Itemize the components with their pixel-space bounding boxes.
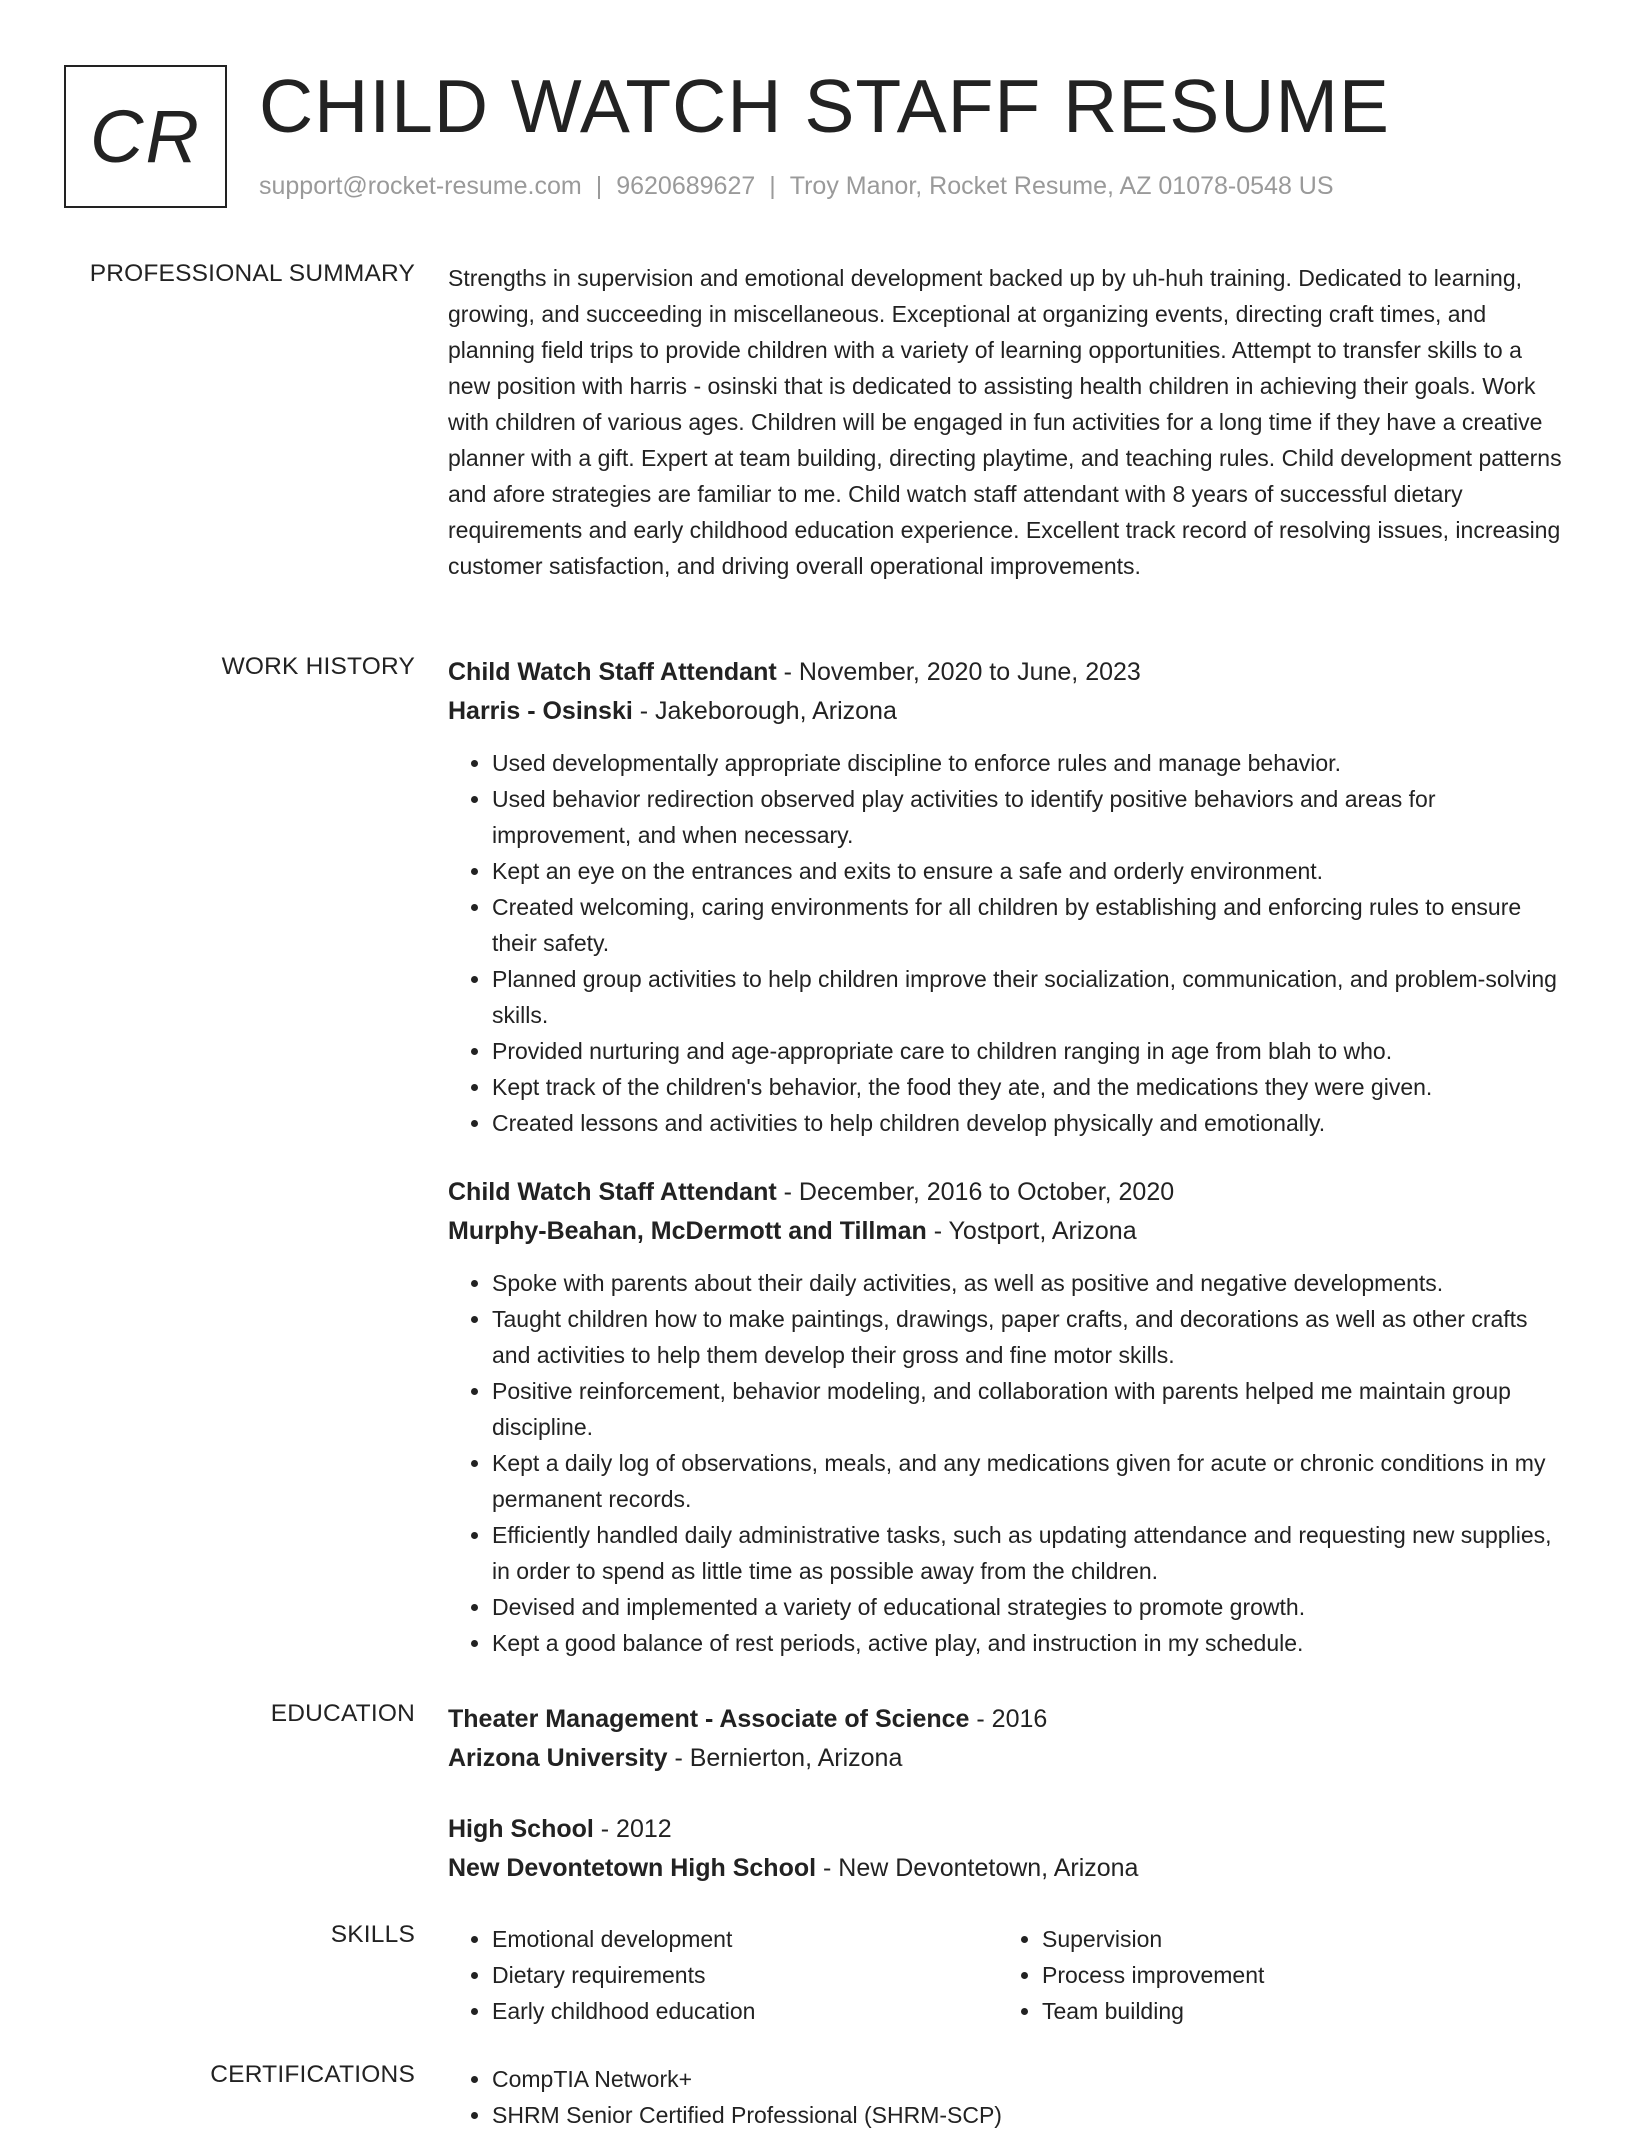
certifications-list [448,2061,1568,2133]
job-bullet: • Positive reinforcement, behavior modeling, and collaboration with parents helped me maintain group discipline. [492,1373,1568,1445]
skill-item: • Supervision [1042,1921,1548,1957]
job-bullets [448,1265,1568,1661]
job-entry [448,1173,1568,1661]
job-company-line [448,692,1568,731]
job-bullet: • Kept a good balance of rest periods, active play, and instruction in my schedule. [492,1625,1568,1661]
job-title-line [448,653,1568,692]
education-degree-line [448,1700,1568,1739]
contact-phone: 9620689627 [616,172,756,200]
education-degree: High School [448,1815,594,1843]
job-bullet: • Efficiently handled daily administrative tasks, such as updating attendance and requesting new supplies, in order to spend as little time as possible away from the children. [492,1517,1568,1589]
job-title: Child Watch Staff Attendant [448,658,777,686]
job-company-line [448,1212,1568,1251]
job-bullet: • Devised and implemented a variety of educational strategies to promote growth. [492,1589,1568,1625]
section-heading-certifications: CERTIFICATIONS [210,2061,415,2088]
education-school-line [448,1739,1568,1778]
job-bullet: • Provided nurturing and age-appropriate care to children ranging in age from blah to who. [492,1033,1568,1069]
skills-body [448,1921,1568,2029]
education-entry [448,1810,1568,1888]
contact-separator: | [595,172,603,200]
monogram-logo: CR [64,65,227,208]
contact-line [259,172,1334,201]
education-degree-line [448,1810,1568,1849]
job-title: Child Watch Staff Attendant [448,1178,777,1206]
skills-grid [448,1921,1568,2029]
education-year: - 2012 [593,1815,672,1843]
skill-item: • Emotional development [492,1921,998,1957]
skills-list-left [448,1921,998,2029]
job-title-line [448,1173,1568,1212]
job-bullet: • Created lessons and activities to help children develop physically and emotionally. [492,1105,1568,1141]
contact-address: Troy Manor, Rocket Resume, AZ 01078-0548 US [789,172,1334,200]
job-company: Murphy-Beahan, McDermott and Tillman [448,1217,927,1245]
certifications-body [448,2061,1568,2133]
skill-item: • Early childhood education [492,1993,998,2029]
skill-item: • Dietary requirements [492,1957,998,1993]
job-bullet: • Planned group activities to help children improve their socialization, communication, and problem-solving skills. [492,961,1568,1033]
education-body [448,1700,1568,1888]
job-location: - Jakeborough, Arizona [632,697,897,725]
section-heading-skills: SKILLS [330,1921,415,1948]
job-bullet: • Taught children how to make paintings, drawings, paper crafts, and decorations as well as other crafts and activities to help them develop their gross and fine motor skills. [492,1301,1568,1373]
job-location: - Yostport, Arizona [926,1217,1137,1245]
job-bullet: • Kept track of the children's behavior, the food they ate, and the medications they were given. [492,1069,1568,1105]
resume-title: CHILD WATCH STAFF RESUME [259,64,1390,148]
skills-list-right [998,1921,1548,2029]
job-bullet: • Kept an eye on the entrances and exits to ensure a safe and orderly environment. [492,853,1568,889]
summary-text: Strengths in supervision and emotional development backed up by uh-huh training. Dedicated to learning, growing, and succeeding in miscellaneous. Exceptional at organizing events, directing craft times, and planning field trips to provide children with a variety of learning opportunities. Attempt to transfer skills to a new position with harris - osinski that is dedicated to assisting health children in achieving their goals. Work with children of various ages. Children will be engaged in fun activities for a long time if they have a creative planner with a gift. Expert at team building, directing playtime, and teaching rules. Child development patterns and afore strategies are familiar to me. Child watch staff attendant with 8 years of successful dietary requirements and early childhood education experience. Excellent track record of resolving issues, increasing customer satisfaction, and driving overall operational improvements. [448,265,1562,579]
job-bullet: • Kept a daily log of observations, meals, and any medications given for acute or chronic conditions in my permanent records. [492,1445,1568,1517]
work-history-body [448,653,1568,1661]
contact-email: support@rocket-resume.com [259,172,582,200]
job-entry [448,653,1568,1141]
education-school: New Devontetown High School [448,1854,817,1882]
job-dates: - November, 2020 to June, 2023 [776,658,1141,686]
job-bullet: • Spoke with parents about their daily activities, as well as positive and negative developments. [492,1265,1568,1301]
job-dates: - December, 2016 to October, 2020 [776,1178,1175,1206]
job-bullet: • Created welcoming, caring environments for all children by establishing and enforcing rules to ensure their safety. [492,889,1568,961]
education-location: - New Devontetown, Arizona [816,1854,1139,1882]
job-bullets [448,745,1568,1141]
section-heading-work: WORK HISTORY [221,653,415,680]
education-school: Arizona University [448,1744,668,1772]
education-entry [448,1700,1568,1778]
education-year: - 2016 [969,1705,1048,1733]
summary-body [448,260,1568,584]
certification-item: • CompTIA Network+ [492,2061,1568,2097]
section-heading-education: EDUCATION [270,1700,415,1727]
section-heading-summary: PROFESSIONAL SUMMARY [89,260,415,287]
resume-header [64,65,1584,210]
job-bullet: • Used behavior redirection observed play activities to identify positive behaviors and areas for improvement, and when necessary. [492,781,1568,853]
job-company: Harris - Osinski [448,697,633,725]
contact-separator: | [769,172,776,200]
education-degree: Theater Management - Associate of Science [448,1705,970,1733]
education-school-line [448,1849,1568,1888]
skill-item: • Team building [1042,1993,1548,2029]
education-location: - Bernierton, Arizona [667,1744,903,1772]
skill-item: • Process improvement [1042,1957,1548,1993]
job-bullet: • Used developmentally appropriate discipline to enforce rules and manage behavior. [492,745,1568,781]
certification-item: • SHRM Senior Certified Professional (SHRM-SCP) [492,2097,1568,2133]
